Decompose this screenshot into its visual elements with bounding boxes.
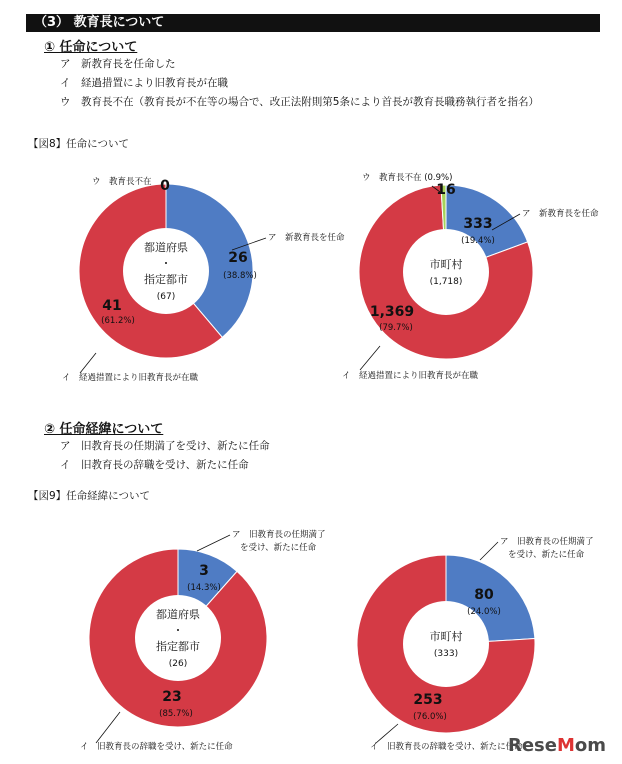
appointment-heading: ① 任命について	[44, 40, 138, 55]
chart1-category-label: イ 経過措置により旧教育長が在職	[62, 373, 199, 383]
chart1-center-text: ・	[160, 257, 172, 270]
chart4-category-label: を受け、新たに任命	[508, 550, 585, 560]
chart2-value-label: 1,369	[369, 304, 415, 320]
chart2-category-label: ア 新教育長を任命	[522, 209, 599, 219]
section-title: （3） 教育長について	[26, 14, 600, 32]
appointment-item-i: イ 経過措置により旧教育長が在職	[60, 77, 228, 89]
chart2-category-label: イ 経過措置により旧教育長が在職	[342, 371, 479, 381]
chart3-category-label: ア 旧教育長の任期満了	[232, 530, 326, 540]
chart4-category-label: イ 旧教育長の辞職を受け、新たに任命	[370, 742, 523, 752]
chart2-center-text: 市町村	[429, 258, 463, 271]
chart4-value-label: 253	[413, 692, 443, 708]
chart3-leader-line	[96, 712, 120, 743]
appointment-item-a: ア 新教育長を任命した	[60, 58, 176, 70]
chart3-center-text: 都道府県	[156, 608, 200, 621]
chart3-leader-line	[197, 535, 230, 551]
chart1-center-text: (67)	[156, 292, 176, 302]
process-item-i: イ 旧教育長の辞職を受け、新たに任命	[60, 459, 249, 471]
chart1-value-label: 41	[102, 298, 122, 314]
chart4-leader-line	[376, 724, 398, 743]
chart3-center-text: 指定都市	[156, 640, 200, 653]
chart1-center-text: 都道府県	[144, 241, 188, 254]
chart3-pct-label: (14.3%)	[187, 583, 221, 593]
chart1-center-text: 指定都市	[144, 273, 188, 286]
chart3-category-label: を受け、新たに任命	[240, 543, 317, 553]
chart2-category-label: ウ 教育長不在 (0.9%)	[362, 173, 453, 183]
chart3-pct-label: (85.7%)	[159, 709, 193, 719]
appointment-item-u: ウ 教育長不在（教育長が不在等の場合で、改正法附則第5条により首長が教育長職務執行者を指名）	[60, 96, 539, 108]
chart2-pct-label: (19.4%)	[461, 236, 495, 246]
figure-8-label: 【図8】任命について	[28, 138, 129, 150]
chart2-value-label: 16	[436, 182, 456, 198]
watermark-logo: ReseMom	[507, 735, 606, 756]
chart2-pct-label: (79.7%)	[379, 323, 413, 333]
chart1-category-label: ア 新教育長を任命	[268, 233, 345, 243]
chart3-category-label: イ 旧教育長の辞職を受け、新たに任命	[80, 742, 233, 752]
chart4-leader-line	[480, 542, 498, 560]
chart3-value-label: 23	[162, 689, 182, 705]
chart1-pct-label: (38.8%)	[223, 271, 257, 281]
chart3-center-text: ・	[172, 624, 184, 637]
chart2-value-label: 333	[463, 216, 493, 232]
chart4-center-text: (333)	[433, 649, 459, 659]
chart1-leader-line	[80, 353, 96, 373]
figure-9-label: 【図9】任命経緯について	[28, 490, 150, 502]
chart4-category-label: ア 旧教育長の任期満了	[500, 537, 594, 547]
chart1-pct-label: (61.2%)	[101, 316, 135, 326]
chart4-pct-label: (76.0%)	[413, 712, 447, 722]
chart1-category-label: ウ 教育長不在	[92, 177, 152, 187]
process-item-a: ア 旧教育長の任期満了を受け、新たに任命	[60, 440, 270, 452]
chart4-pct-label: (24.0%)	[467, 607, 501, 617]
chart4-value-label: 80	[474, 587, 494, 603]
chart4-center-text: 市町村	[429, 630, 463, 643]
chart2-center-text: (1,718)	[429, 277, 463, 287]
chart1-value-label: 26	[228, 250, 248, 266]
process-heading: ② 任命経緯について	[44, 422, 164, 437]
chart2-leader-line	[360, 346, 380, 370]
chart3-center-text: (26)	[168, 659, 188, 669]
chart1-value-label: 0	[160, 178, 170, 194]
chart3-value-label: 3	[199, 563, 209, 579]
